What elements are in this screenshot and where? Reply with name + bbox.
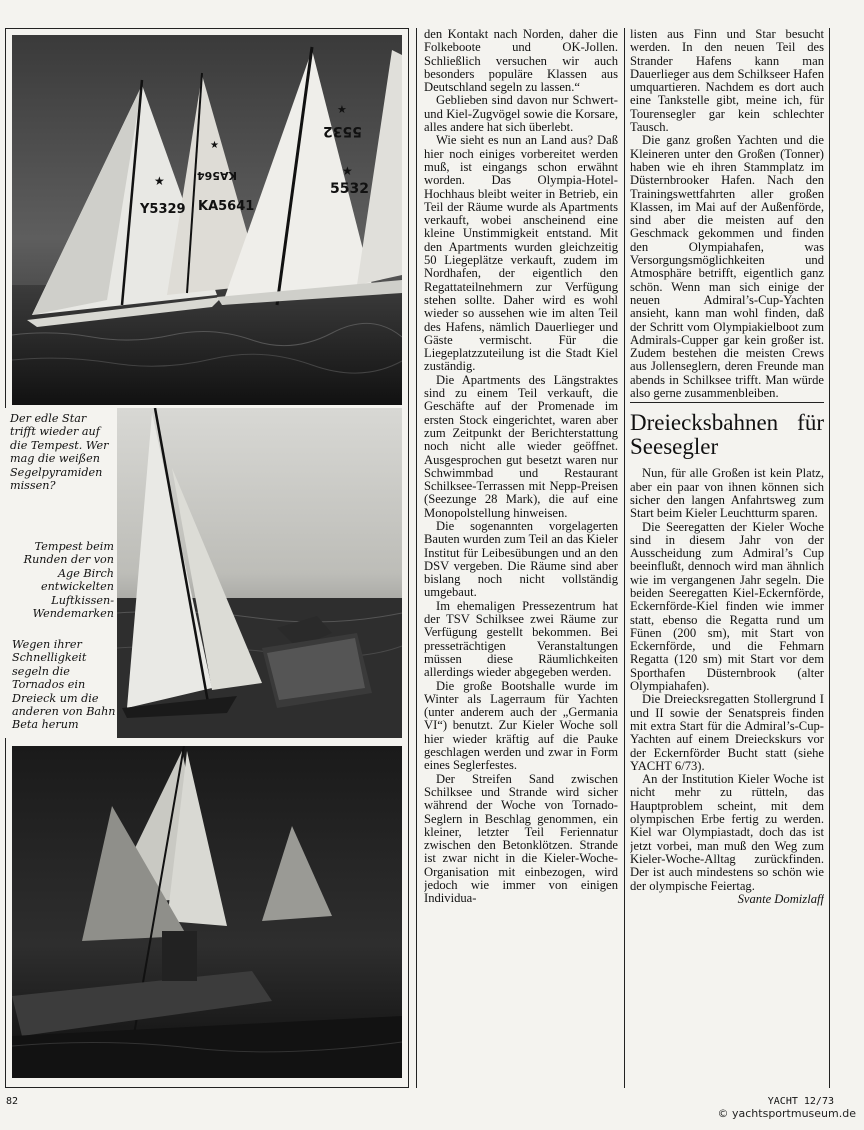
svg-text:★: ★: [154, 174, 165, 188]
sail-number-4: 5532: [323, 123, 362, 139]
svg-text:★: ★: [342, 164, 353, 178]
sail-number-5: 5532: [330, 181, 369, 197]
sail-number-3: KA5641: [198, 199, 255, 214]
paragraph: Die Apartments des Längstraktes sind zu einem Teil verkauft, die Geschäfte auf der Promenade im ersten Stock eingerichtet, waren aber zum Zeitpunkt der Berichterstattung noch nicht alle wieder geöffnet. Ausgesprochen gut besetzt waren nur Schwimmbad und Restaurant Schilksee-Terrassen mit Nepp-Preisen (Seezunge 28 Mark), die auf eine Monopolstellung hinweisen.: [424, 372, 618, 520]
column-rule-1: [416, 28, 417, 1088]
paragraph: listen aus Finn und Star besucht werden. In den neuen Teil des Strander Hafens kann man Dauerlieger aus dem Schilkseer Hafen umquartieren. Nachdem es dort auch eine Tankstelle gibt, meine ich, für Tourensegler gar kein schlechter Tausch.: [630, 28, 824, 135]
article-column-middle: [424, 28, 618, 1090]
caption-star: Der edle Star trifft wieder auf die Tempest. Wer mag die weißen Segelpyramiden missen?: [10, 412, 109, 493]
author-signature: Svante Domizlaff: [737, 891, 824, 906]
paragraph: Die Seeregatten der Kieler Woche sind in diesem Jahr von der Ausscheidung zum Admiral’s Cup beeinflußt, dennoch wird man ähnlich wie im vergangenen Jahr segeln. Die beiden Seeregatten Kiel-Eckernförde, Eckernförde-Kiel finden wie immer statt, ebenso die Regatta rund um Fünen (200 sm), mit Start von Eckernförde, und die Fehmarn Regatta (120 sm) mit Start vor dem Sporthafen Düsternbrook (alter Olympiahafen).: [630, 519, 824, 694]
sail-number-1: Y5329: [140, 202, 186, 217]
paragraph: den Kontakt nach Norden, daher die Folkeboote und OK-Jollen. Schließlich versuchen wir auch besonders populäre Klassen aus Deutschland segeln zu lassen.“: [424, 28, 618, 95]
caption-tornado: Wegen ihrer Schnelligkeit segeln die Tornados ein Dreieck um die anderen von Bahn Beta herum: [12, 638, 116, 732]
watermark: © yachtsportmuseum.de: [717, 1107, 856, 1120]
paragraph: Die Dreiecksregatten Stollergrund I und II sowie der Senatspreis finden mit extra Start für die Admiral’s-Cup-Yachten auf einem Dreieckskurs vor der Eckernförder Bucht statt (siehe YACHT 6/73).: [630, 692, 824, 773]
paragraph: Der Streifen Sand zwischen Schilksee und Strande wird sicher während der Woche von Tornado-Seglern in Beschlag genommen, ein kleiner, letzter Teil Feriennatur zwischen den Betonklötzen. Strande ist zwar nicht in die Kieler-Woche-Organisation mit einbezogen, wird jedoch wie immer von einigen Individua-: [424, 771, 618, 906]
paragraph: An der Institution Kieler Woche ist nicht mehr zu rütteln, das Hauptproblem scheint, mit dem olympischen Erbe fertig zu werden. Kiel war Olympiastadt, doch das ist jetzt vorbei, man muß den Weg zum Kieler-Woche-Alltag zurückfinden. Der ist auch mindestens so schön wie der olympische Feiertag.: [630, 772, 824, 893]
magazine-issue: YACHT 12/73: [767, 1096, 834, 1107]
tempest-photo: [117, 408, 402, 738]
paragraph: Die ganz großen Yachten und die Kleineren unter den Großen (Tonner) haben wie eh ihren Stammplatz im Düsternbrooker Hafen. Nach den Trainingswettfahrten aller großen Klassen, im Mai auf der Außenförde, sind aber die meisten auf den Geschmack gekommen und finden den Olympiahafen, was Versorgungsmöglichkeiten und Atmosphäre betrifft, eigentlich ganz schön. Wenn man sich einige der neuen Admiral’s-Cup-Yachten ansieht, kann man wohl finden, daß der Schritt vom Olympiakielboot zum Admirals-Cupper gar kein großer ist. Zudem bestehen die meisten Crews aus Jollenseglern, deren Freunde man abends in Schilksee trifft. Man würde also gerne zusammenbleiben.: [630, 133, 824, 401]
column-rule-2: [624, 28, 625, 1088]
paragraph: Nun, für alle Großen ist kein Platz, aber ein paar von ihnen können sich sicher den langen Anfahrtsweg zum Start beim Kieler Leuchtturm sparen.: [630, 466, 824, 521]
paragraph: Im ehemaligen Pressezentrum hat der TSV Schilksee zwei Räume zur Verfügung gestellt bekommen. Bei presseträchtigen Veranstaltungen müssen diese Räumlichkeiten allerdings wieder abgegeben werden.: [424, 598, 618, 680]
svg-text:★: ★: [337, 103, 347, 116]
article-column-right: [630, 28, 824, 1092]
tornado-photo: [12, 746, 402, 1078]
page-number: 82: [6, 1096, 19, 1107]
paragraph: Die große Bootshalle wurde im Winter als Lagerraum für Yachten (unter anderem auch der „Germania VI“) benutzt. Zur Kieler Woche soll hier wieder kräftig auf die Pauke geschlagen werden und zwar in Form eines Seglerfestes.: [424, 678, 618, 773]
svg-text:★: ★: [210, 140, 219, 151]
paragraph: Wie sieht es nun an Land aus? Daß hier noch einiges vorbereitet werden muß, ist eingangs schon erwähnt worden. Das Olympia-Hotel-Hochhaus bleibt weiter in Betrieb, ein Teil der Räume wurde als Apartments verkauft, wobei anscheinend eine kleine Unstimmigkeit entstand. Mit den Apartments wurden gleichzeitig 50 Liegeplätze verkauft, zudem im Nordhafen, der eigentlich den Regattateilnehmern zur Verfügung stehen sollte. Daher wird es wohl wieder so aussehen wie im alten Teil des Hafens, nämlich Dauerlieger und Gäste vermischt. Für die Liegeplatzzuteilung ist die Stadt Kiel zuständig.: [424, 133, 618, 374]
section-headline: Dreiecksbahnen für Seesegler: [630, 402, 824, 459]
paragraph: Geblieben sind davon nur Schwert- und Kiel-Zugvögel sowie die Korsare, alles andere hat sich überlebt.: [424, 93, 618, 135]
star-boats-photo: [12, 35, 402, 405]
column-rule-3: [829, 28, 830, 1088]
paragraph: Die sogenannten vorgelagerten Bauten wurden zum Teil an das Kieler Institut für Leibesübungen und an den DSV vergeben. Die Räume sind aber bislang noch nicht vollständig umgebaut.: [424, 518, 618, 600]
caption-tempest: Tempest beim Runden der von Age Birch entwickelten Luftkissen-Wendemarken: [23, 540, 114, 621]
sail-number-2: KA564: [197, 169, 237, 182]
